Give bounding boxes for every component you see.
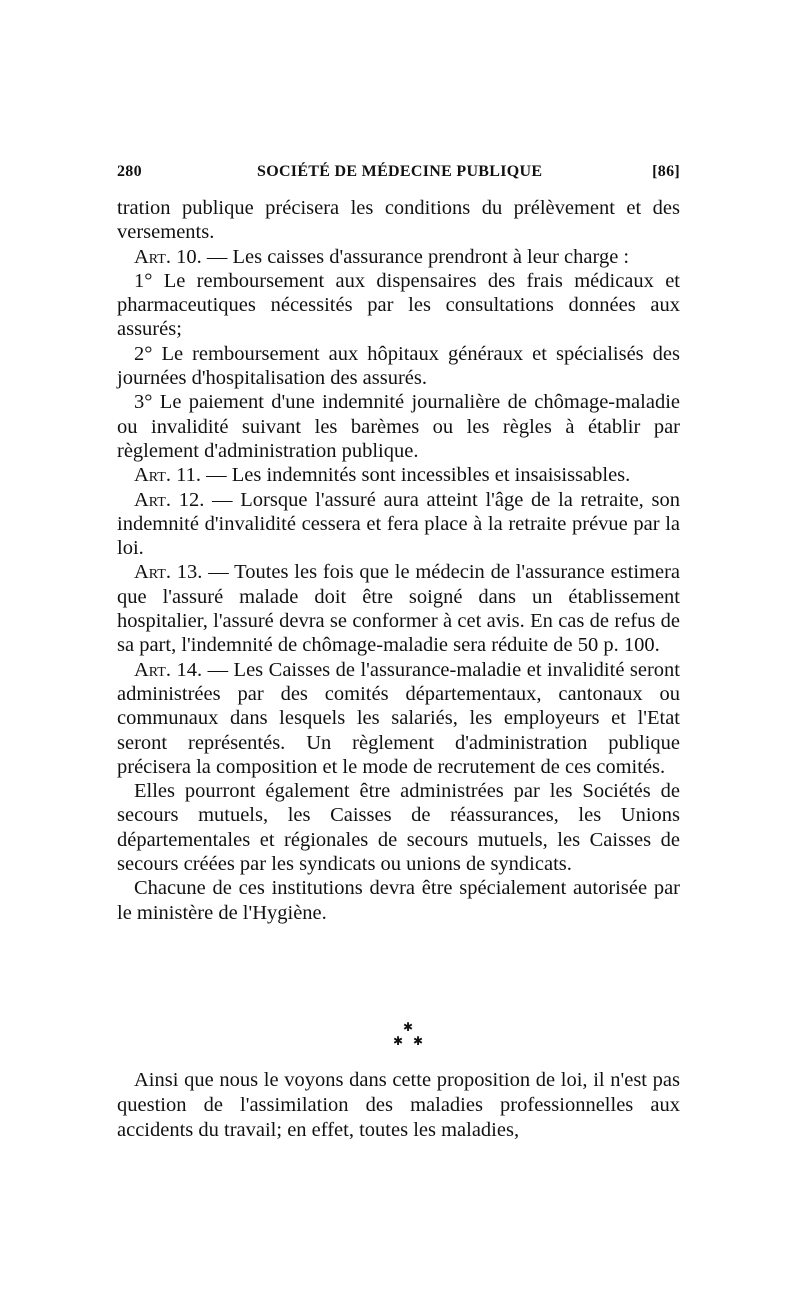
article-label: Art. 11. [134, 464, 201, 487]
paragraph-text: 2° Le remboursement aux hôpitaux généraux et spécialisés des journées d'hospitalisation des assurés. [117, 342, 680, 390]
original-page-number: [86] [652, 163, 680, 180]
paragraph-text: 1° Le remboursement aux dispensaires des frais médicaux et pharmaceutiques nécessités par les consultations données aux assurés; [117, 269, 680, 341]
paragraph-text: tration publique précisera les conditions du prélèvement et des versements. [117, 197, 680, 244]
article-11 [117, 463, 680, 487]
article-12 [117, 488, 680, 561]
closing-paragraph [117, 1068, 680, 1142]
article-label: Art. 13. [134, 561, 203, 584]
article-label: Art. 14. [134, 658, 203, 681]
paragraph-closing [117, 1068, 680, 1142]
paragraph-text: Chacune de ces institutions devra être spécialement autorisée par le ministère de l'Hygiène. [117, 877, 680, 924]
asterisk-glyph: ✱ [403, 1020, 414, 1034]
paragraph-text: — Les Caisses de l'assurance-maladie et invalidité seront administrées par des comités départementaux, cantonaux ou communaux dans lesquels les salariés, les employeurs et l'Etat seront représentés. Un règlement d'administration publique précisera la composition et le mode de recrutement de ces comités. [117, 658, 680, 778]
item-2 [117, 342, 680, 391]
paragraph-text: 3° Le paiement d'une indemnité journalière de chômage-maladie ou invalidité suivant les barèmes ou les règles à établir par règlement d'administration publique. [117, 391, 680, 462]
running-head [117, 160, 680, 184]
paragraph-text: — Toutes les fois que le médecin de l'assurance estimera que l'assuré malade doit être soigné dans un établissement hospitalier, l'assuré devra se conformer à cet avis. En cas de refus de sa part, l'indemnité de chômage-maladie sera réduite de 50 p. 100. [117, 561, 681, 657]
paragraph-text: — Les caisses d'assurance prendront à leur charge : [201, 245, 630, 268]
paragraph-text: — Les indemnités sont incessibles et insaisissables. [200, 464, 631, 487]
paragraph-text: Elles pourront également être administrées par les Sociétés de secours mutuels, les Caisses de réassurances, les Unions départementales et régionales de secours mutuels, les Caisses de secours créées par les syndicats ou unions de syndicats. [117, 780, 680, 876]
body-text [117, 196, 680, 925]
asterism-separator [0, 1020, 800, 1060]
paragraph-continuation [117, 196, 680, 245]
article-label: Art. 12. [134, 488, 205, 511]
page-number: 280 [117, 163, 142, 180]
article-13 [117, 560, 680, 657]
asterisk-glyph: ✱ [413, 1034, 424, 1048]
item-1 [117, 269, 680, 342]
item-3 [117, 390, 680, 463]
running-title: SOCIÉTÉ DE MÉDECINE PUBLIQUE [257, 163, 543, 180]
paragraph-authorization [117, 876, 680, 925]
article-14 [117, 658, 680, 779]
asterisk-glyph: ✱ [393, 1034, 404, 1048]
paragraph-text: Ainsi que nous le voyons dans cette proposition de loi, il n'est pas question de l'assimilation des maladies professionnelles aux accidents du travail; en effet, toutes les maladies, [117, 1069, 680, 1141]
article-10 [117, 245, 680, 269]
article-label: Art. 10. [134, 245, 202, 268]
paragraph-societies [117, 779, 680, 876]
paragraph-text: — Lorsque l'assuré aura atteint l'âge de la retraite, son indemnité d'invalidité cessera et fera place à la retraite prévue par la loi. [117, 488, 680, 560]
